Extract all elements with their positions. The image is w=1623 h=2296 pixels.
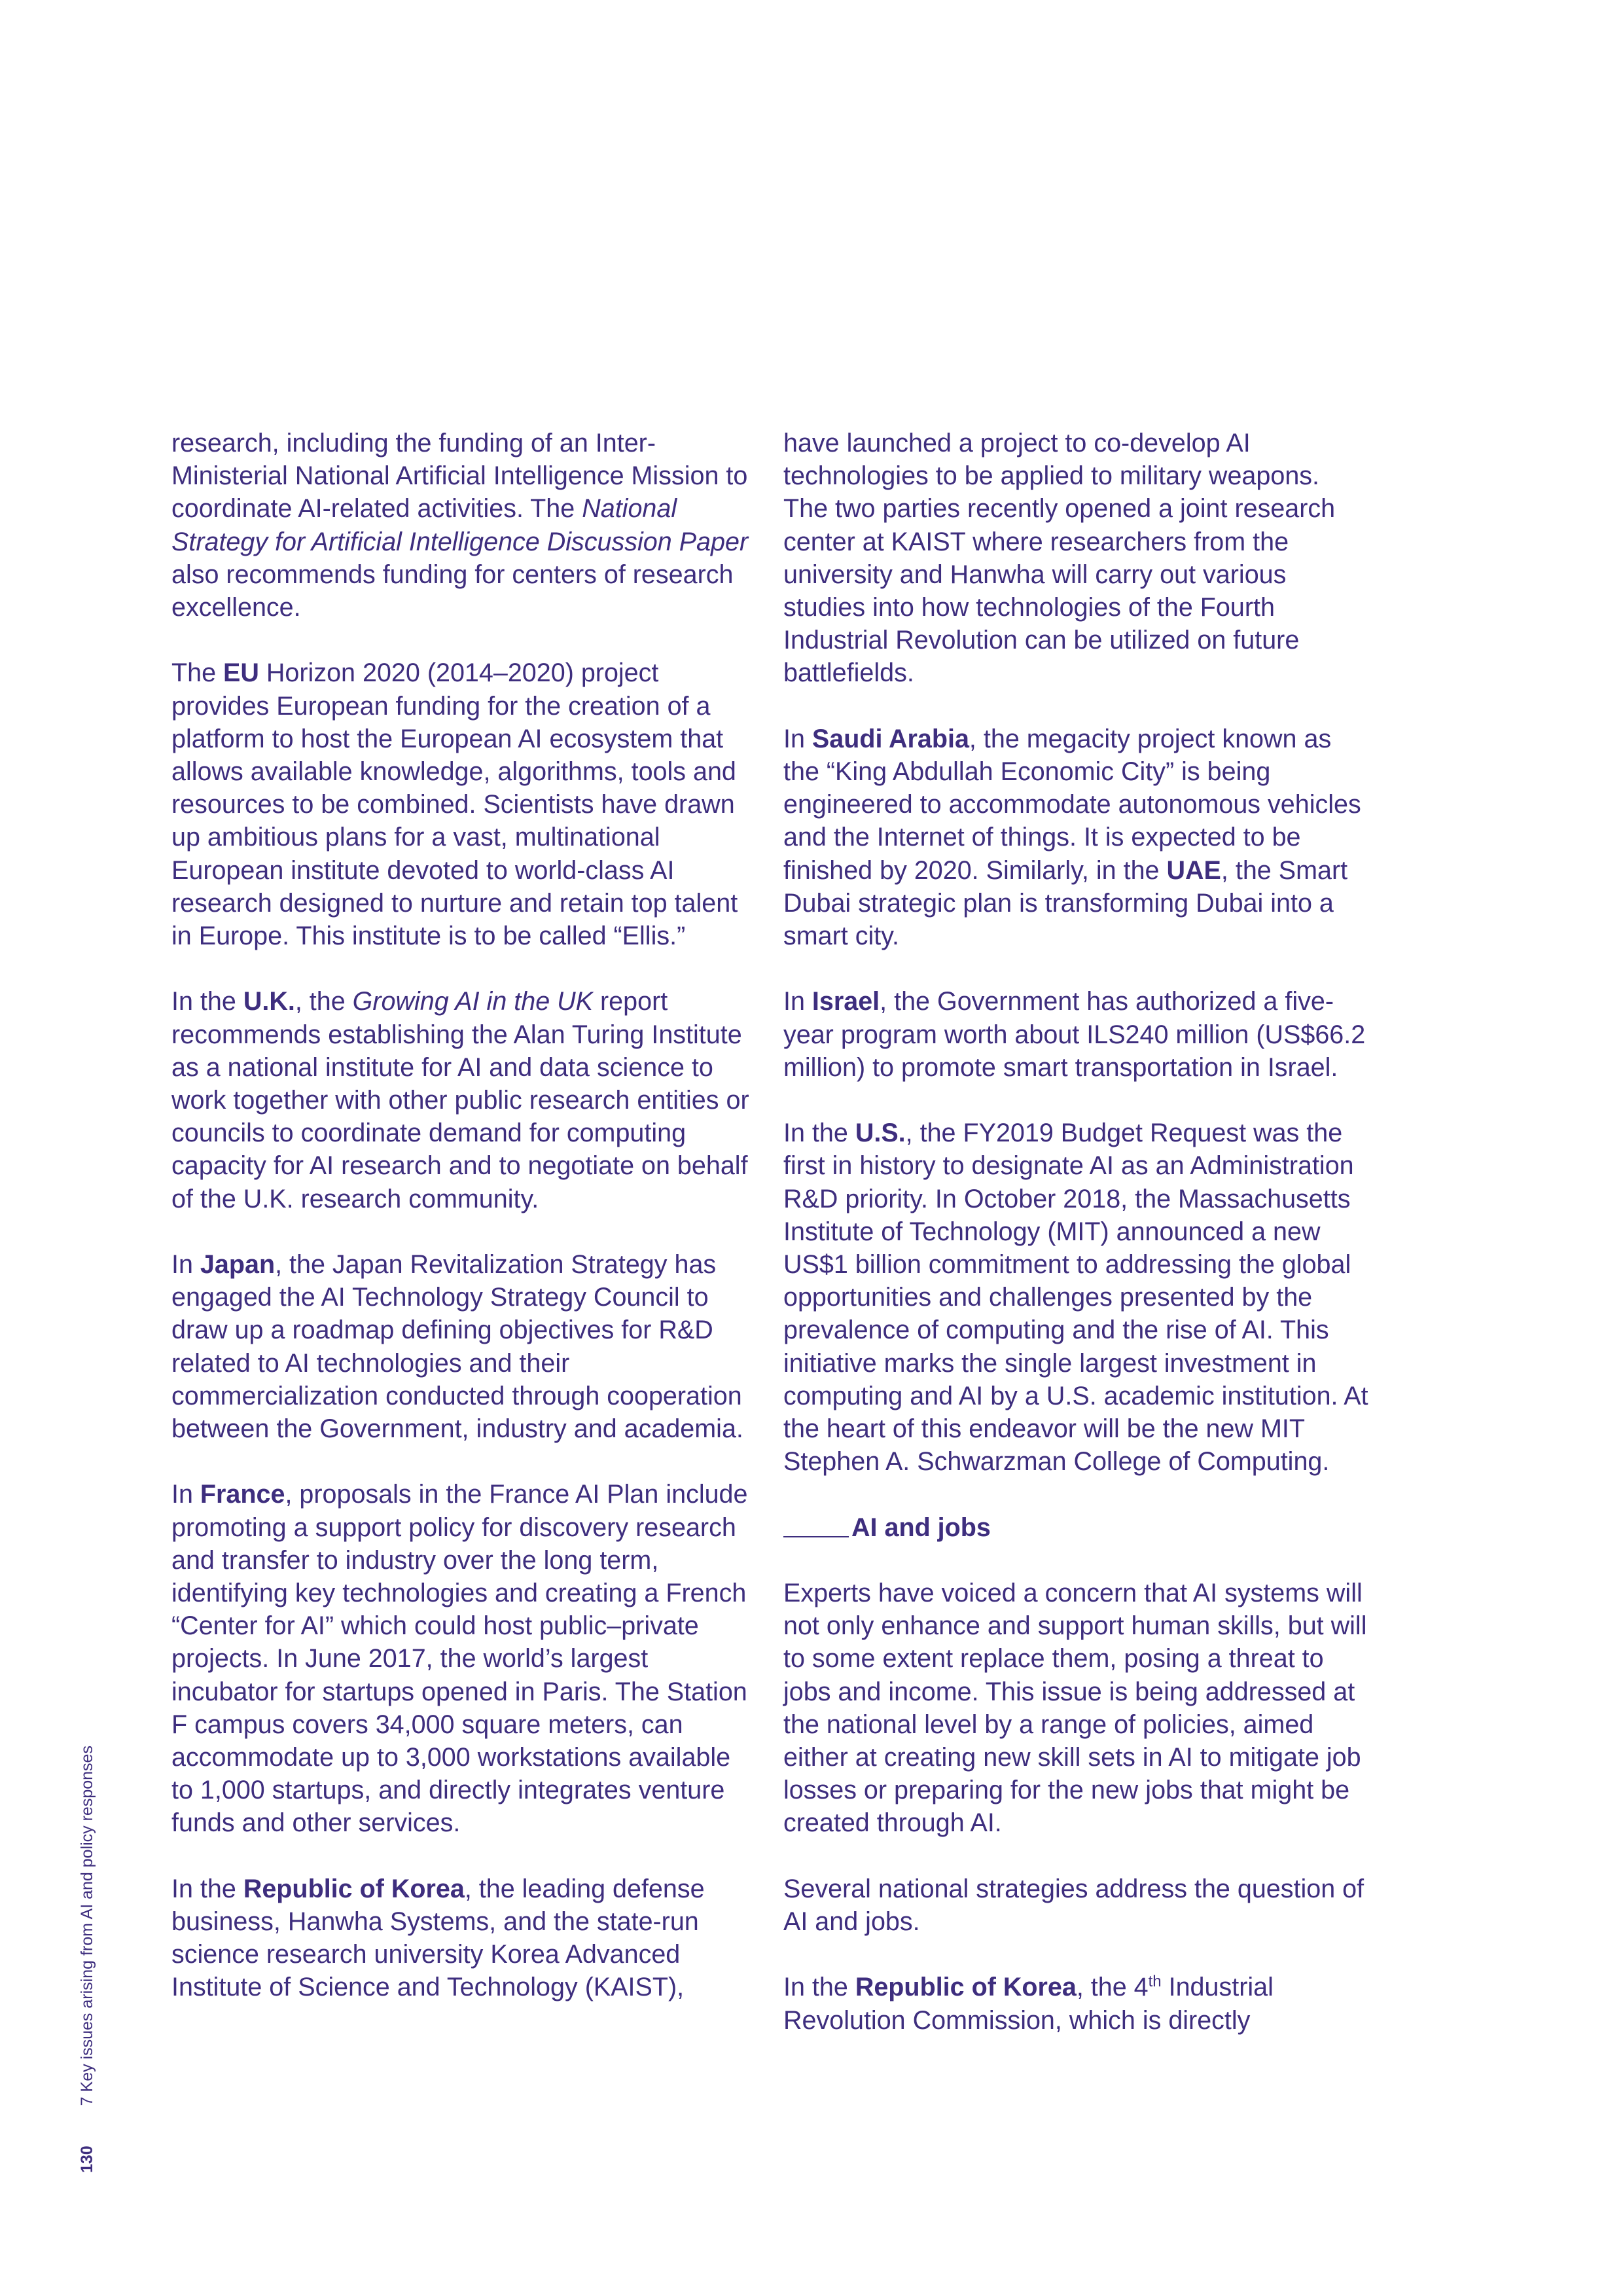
text-run: report recommends establishing the Alan Turing Institute as a national institute for AI and data science to work together with other public research entities or councils to coordinate demand for computing capacity for AI research and to negotiate on behalf of the U.K. research community. — [171, 987, 749, 1213]
country-name-bold: EU — [223, 658, 259, 688]
paragraph-israel — [783, 985, 1369, 1084]
running-title: 7 Key issues arising from AI and policy responses — [78, 1746, 96, 2106]
country-name-bold: UAE — [1166, 855, 1221, 885]
text-run: have launched a project to co-develop AI technologies to be applied to military weapons. The two parties recently opened a joint research center at KAIST where researchers from the university and Hanwha will carry out various studies into how technologies of the Fourth Industrial Revolution can be utilized on future battlefields. — [783, 429, 1336, 688]
country-name-bold: Israel — [812, 987, 880, 1016]
text-run: , the Government has authorized a five-year program worth about ILS240 million (US$66.2 million) to promote smart transportation in Israel. — [783, 987, 1366, 1082]
text-run: In — [783, 724, 812, 753]
text-run: , the leading defense business, Hanwha Systems, and the state-run science research university Korea Advanced Institute of Science and Technology (KAIST), — [171, 1874, 705, 2002]
paragraph-jobs-concern — [783, 1577, 1369, 1840]
text-run: , proposals in the France AI Plan include promoting a support policy for discovery research and transfer to industry over the long term, identifying key technologies and creating a French “Center for AI” which could host public–private projects. In June 2017, the world’s largest incubator for startups opened in Paris. The Station F campus covers 34,000 square meters, can accommodate up to 3,000 workstations available to 1,000 startups, and directly integrates venture funds and other services. — [171, 1480, 748, 1838]
page-number: 130 — [78, 2145, 96, 2173]
text-run: , the FY2019 Budget Request was the first in history to designate AI as an Administration R&D priority. In October 2018, the Massachusetts Institute of Technology (MIT) announced a new US$1 billion commitment to addressing the global opportunities and challenges presented by the prevalence of computing and the rise of AI. This initiative marks the single largest investment in computing and AI by a U.S. academic institution. At the heart of this endeavor will be the new MIT Stephen A. Schwarzman College of Computing. — [783, 1119, 1368, 1477]
text-run: , the Smart Dubai strategic plan is transforming Dubai into a smart city. — [783, 855, 1348, 951]
country-name-bold: U.S. — [855, 1119, 906, 1148]
text-run: Horizon 2020 (2014–2020) project provides European funding for the creation of a platform to host the European AI ecosystem that allows available knowledge, algorithms, tools and resources to be combined. Scientists have drawn up ambitious plans for a vast, multinational European institute devoted to world-class AI research designed to nurture and retain top talent in Europe. This institute is to be called “Ellis.” — [171, 658, 738, 951]
section-heading-ai-and-jobs — [783, 1511, 1369, 1544]
country-name-bold: France — [200, 1480, 285, 1509]
paragraph-australia-continued — [171, 427, 751, 624]
text-run: , the megacity project known as the “King Abdullah Economic City” is being engineered to accommodate autonomous vehicles and the Internet of things. It is expected to be finished by 2020. Similarly, in the — [783, 724, 1361, 885]
paragraph-korea-commission — [783, 1971, 1369, 2036]
country-name-bold: Republic of Korea — [855, 1973, 1077, 2002]
document-title-italic: National Strategy for Artificial Intelligence Discussion Paper — [171, 494, 749, 556]
left-column — [171, 427, 751, 2004]
paragraph-saudi-uae — [783, 723, 1369, 952]
ordinal-superscript: th — [1148, 1973, 1162, 1991]
country-name-bold: Japan — [200, 1250, 276, 1280]
paragraph-eu — [171, 656, 751, 952]
text-run: , the — [294, 987, 353, 1016]
text-run: In the — [783, 1119, 855, 1148]
text-run: , the Japan Revitalization Strategy has engaged the AI Technology Strategy Council to draw up a roadmap defining objectives for R&D related to AI technologies and their commercialization conducted through cooperation between the Government, industry and academia. — [171, 1250, 743, 1444]
paragraph-korea-defense — [171, 1873, 751, 2004]
text-run: In — [171, 1250, 200, 1280]
text-run: In the — [171, 1874, 243, 1903]
paragraph-jobs-strategies — [783, 1873, 1369, 1938]
text-run: In — [171, 1480, 200, 1509]
country-name-bold: Republic of Korea — [243, 1874, 465, 1903]
paragraph-uk — [171, 985, 751, 1215]
text-run: In the — [783, 1973, 855, 2002]
paragraph-us — [783, 1117, 1369, 1478]
paragraph-japan — [171, 1248, 751, 1445]
right-column — [783, 427, 1369, 2037]
paragraph-france — [171, 1478, 751, 1839]
text-run: Experts have voiced a concern that AI systems will not only enhance and support human skills, but will to some extent replace them, posing a threat to jobs and income. This issue is being addressed at the national level by a range of policies, aimed either at creating new skill sets in AI to mitigate job losses or preparing for the new jobs that might be created through AI. — [783, 1579, 1367, 1838]
text-run: also recommends funding for centers of research excellence. — [171, 560, 734, 622]
text-run: Industrial Revolution Commission, which is directly — [783, 1973, 1274, 2035]
country-name-bold: U.K. — [243, 987, 295, 1016]
text-run: Several national strategies address the question of AI and jobs. — [783, 1874, 1364, 1937]
text-run: The — [171, 658, 224, 688]
page-footer — [78, 1746, 96, 2173]
heading-text: AI and jobs — [851, 1513, 991, 1542]
heading-rule — [783, 1536, 849, 1537]
text-run: research, including the funding of an Inter-Ministerial National Artificial Intelligence Mission to coordinate AI-related activities. The — [171, 429, 748, 524]
paragraph-korea-defense-continued — [783, 427, 1369, 690]
document-title-italic: Growing AI in the UK — [352, 987, 594, 1016]
text-run: In the — [171, 987, 243, 1016]
text-run: In — [783, 987, 812, 1016]
text-run: , the 4 — [1076, 1973, 1149, 2002]
country-name-bold: Saudi Arabia — [812, 724, 969, 753]
